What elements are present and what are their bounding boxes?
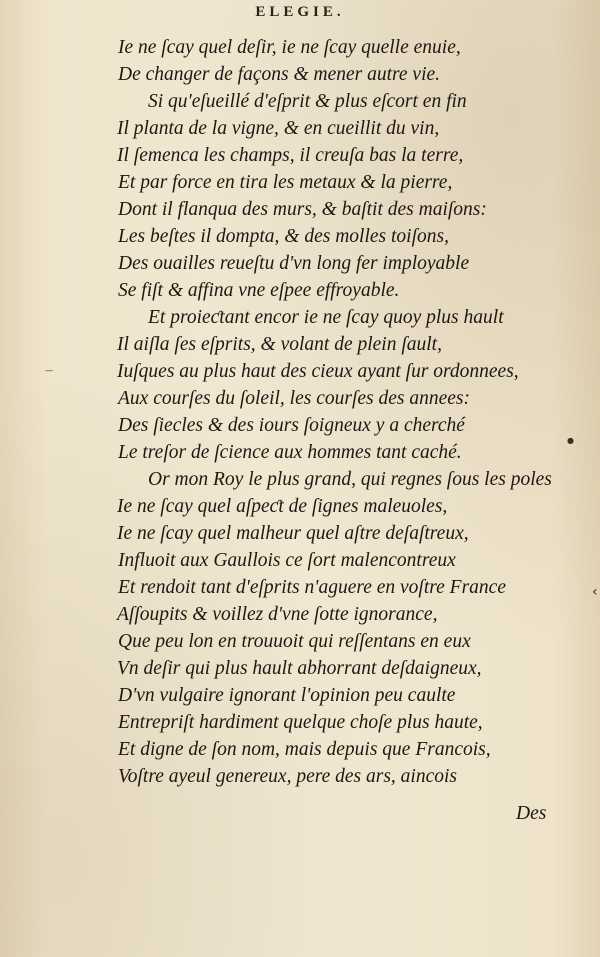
- verse-line: Ie ne ſcay quel aſpeƈt de ſignes maleuoles,: [117, 496, 448, 517]
- verse-line: Iuſques au plus haut des cieux ayant ſur ordonnees,: [117, 361, 519, 382]
- verse-line: Influoit aux Gaullois ce ſort malencontreux: [118, 550, 456, 571]
- verse-line: Des ſiecles & des iours ſoigneux y a cherché: [118, 415, 465, 436]
- verse-line: D'vn vulgaire ignorant l'opinion peu caulte: [118, 685, 456, 706]
- verse-line: De changer de façons & mener autre vie.: [118, 64, 441, 85]
- margin-dash-mark: —: [45, 366, 53, 375]
- verse-line: Ie ne ſcay quel malheur quel aſtre deſaſtreux,: [117, 523, 469, 544]
- verse-line: Et par force en tira les metaux & la pierre,: [118, 172, 453, 193]
- verse-line: Si qu'eſueillé d'eſprit & plus eſcort en fin: [148, 91, 467, 112]
- margin-tick-mark: ‹: [592, 584, 598, 600]
- verse-line: Ie ne ſcay quel deſir, ie ne ſcay quelle enuie,: [118, 37, 461, 58]
- verse-line: Entrepriſt hardiment quelque choſe plus haute,: [118, 712, 483, 733]
- verse-line: Des ouailles reueſtu d'vn long fer imployable: [118, 253, 470, 274]
- verse-line: Vn deſir qui plus hault abhorrant deſdaigneux,: [117, 658, 482, 679]
- verse-line: Aſſoupits & voillez d'vne ſotte ignorance,: [117, 604, 438, 625]
- verse-line: Aux courſes du ſoleil, les courſes des annees:: [118, 388, 470, 409]
- verse-line: Dont il flanqua des murs, & baſtit des maiſons:: [118, 199, 487, 220]
- verse-line: Et proieƈtant encor ie ne ſcay quoy plus hault: [148, 307, 504, 328]
- verse-line: Il ſemenca les champs, il creuſa bas la terre,: [117, 145, 464, 166]
- verse-line: Se fiſt & affina vne eſpee effroyable.: [118, 280, 400, 301]
- verse-line: Les beſtes il dompta, & des molles toiſons,: [118, 226, 449, 247]
- catchword: Des: [516, 803, 547, 824]
- verse-line: Il planta de la vigne, & en cueillit du vin,: [117, 118, 440, 139]
- verse-line: Il aiſla ſes eſprits, & volant de plein ſault,: [117, 334, 442, 355]
- verse-line: Que peu lon en trouuoit qui reſſentans en eux: [118, 631, 471, 652]
- verse-line: Et rendoit tant d'eſprits n'aguere en voſtre France: [118, 577, 506, 598]
- verse-line: Et digne de ſon nom, mais depuis que Francois,: [118, 739, 491, 760]
- verse-line: Voſtre ayeul genereux, pere des ars, aincois: [118, 766, 457, 787]
- verse-line: Or mon Roy le plus grand, qui regnes ſous les poles: [148, 469, 552, 490]
- running-header: ELEGIE.: [255, 4, 345, 20]
- verse-line: Le treſor de ſcience aux hommes tant caché.: [118, 442, 462, 463]
- ink-dot-mark: ●: [567, 436, 574, 445]
